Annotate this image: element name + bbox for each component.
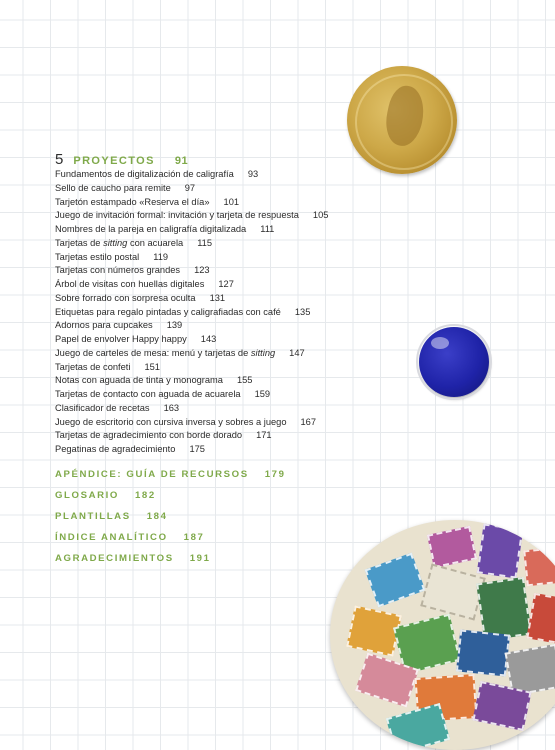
toc-entry[interactable]: Notas con aguada de tinta y monograma 155 (55, 375, 253, 386)
toc-entry[interactable]: Tarjetas de contacto con aguada de acuarela 159 (55, 389, 271, 399)
toc-entry[interactable]: Papel de envolver Happy happy 143 (55, 334, 217, 344)
toc-entry[interactable]: Juego de escritorio con cursiva inversa y sobres a juego 167 (55, 416, 317, 427)
toc-entry[interactable]: Tarjetas de agradecimiento con borde dorado 171 (55, 430, 272, 441)
toc-entry[interactable]: Nombres de la pareja en caligrafía digitalizada 111 (55, 224, 275, 234)
toc-entry[interactable]: Sobre forrado con sorpresa oculta 131 (55, 292, 226, 303)
chapter-number: 5 (55, 151, 64, 168)
toc-section-list (55, 467, 286, 572)
gold-wax-seal-icon (347, 66, 457, 174)
toc-entry[interactable]: Tarjetas estilo postal 119 (55, 251, 169, 262)
toc-entry[interactable]: Tarjetas de sitting con acuarela 115 (55, 237, 213, 248)
toc-entry[interactable]: Juego de carteles de mesa: menú y tarjetas de sitting 147 (55, 347, 305, 358)
toc-entry[interactable]: Árbol de visitas con huellas digitales 127 (55, 279, 234, 289)
toc-entry[interactable]: Tarjetón estampado «Reserva el día» 101 (55, 196, 240, 207)
chapter-heading (55, 151, 188, 168)
toc-section[interactable]: AGRADECIMIENTOS 191 (55, 553, 211, 564)
toc-entry[interactable]: Adornos para cupcakes 139 (55, 320, 183, 331)
postage-stamps-pile-icon (330, 520, 555, 750)
toc-entry[interactable]: Pegatinas de agradecimiento 175 (55, 444, 205, 454)
toc-entry[interactable]: Etiquetas para regalo pintadas y caligrafiadas con café 135 (55, 306, 311, 317)
toc-entry[interactable]: Sello de caucho para remite 97 (55, 182, 196, 193)
toc-section[interactable]: APÉNDICE: GUÍA DE RECURSOS 179 (55, 469, 286, 480)
chapter-title: PROYECTOS (73, 155, 155, 167)
toc-entry[interactable]: Tarjetas con números grandes 123 (55, 265, 210, 276)
blue-paint-pot-icon (419, 327, 489, 397)
toc-section[interactable]: ÍNDICE ANALÍTICO 187 (55, 532, 205, 543)
toc-section[interactable]: PLANTILLAS 184 (55, 511, 168, 522)
toc-entry[interactable]: Clasificador de recetas 163 (55, 402, 180, 413)
chapter-page: 91 (174, 155, 189, 167)
toc-section[interactable]: GLOSARIO 182 (55, 490, 156, 501)
toc-entry[interactable]: Fundamentos de digitalización de caligrafía 93 (55, 169, 259, 179)
toc-entry[interactable]: Tarjetas de confeti 151 (55, 361, 160, 372)
toc-entry[interactable]: Juego de invitación formal: invitación y tarjeta de respuesta 105 (55, 210, 329, 221)
toc-entry-list (55, 168, 328, 457)
